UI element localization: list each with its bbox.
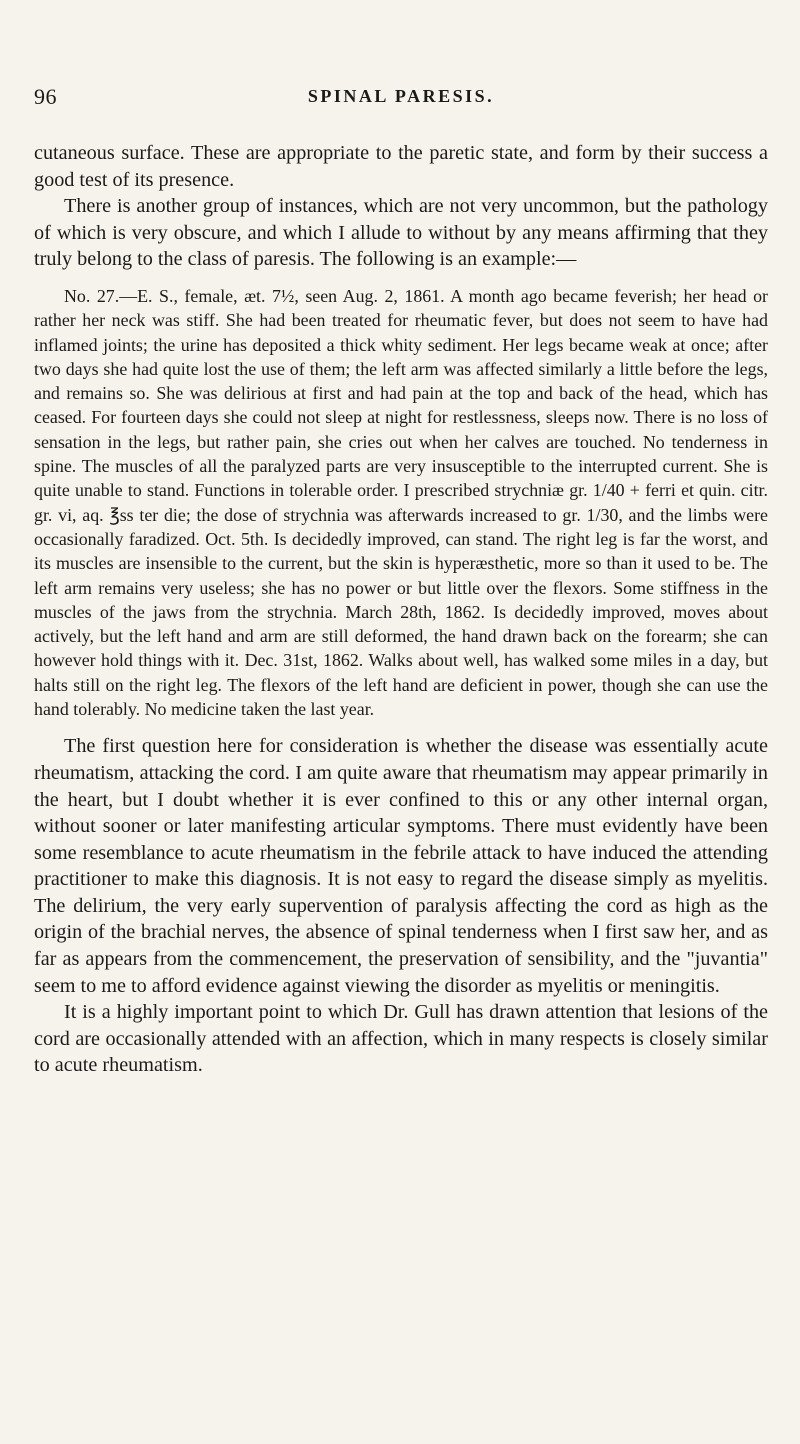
paragraph-dr-gull: It is a highly important point to which Dr. Gull has drawn attention that lesions of the cord are occasionally attended with an affection, which in many respects is closely similar to acute rheumatism. — [34, 1001, 768, 1077]
page-header — [34, 84, 768, 112]
paragraph-first-question: The first question here for consideration is whether the disease was essentially acute rheumatism, attacking the cord. I am quite aware that rheumatism may appear primarily in the heart, but I doubt whether it is ever confined to this or any other internal organ, without sooner or later manifesting articular symptoms. There must evidently have been some resemblance to acute rheumatism in the febrile attack to have induced the attending practitioner to make this diagnosis. It is not easy to regard the disease simply as myelitis. The delirium, the very early supervention of paralysis affecting the cord as high as the origin of the brachial nerves, the absence of spinal tenderness when I first saw her, and as far as appears from the commencement, the preservation of sensibility, and the "juvantia" seem to me to afford evidence against viewing the disorder as myelitis or meningitis. — [34, 735, 768, 997]
page-number: 96 — [34, 84, 57, 109]
running-head: SPINAL PARESIS. — [307, 86, 495, 106]
paragraph-another-group: There is another group of instances, which are not very uncommon, but the pathology of which is very obscure, and which I allude to without by any means affirming that they truly belong to the class of paresis. The following is an example:— — [34, 195, 768, 271]
case-report-27: No. 27.—E. S., female, æt. 7½, seen Aug. 2, 1861. A month ago became feverish; her head or rather her neck was stiff. She had been treated for rheumatic fever, but does not seem to have had inflamed joints; the urine has deposited a thick whity sediment. Her legs became weak at once; after two days she had quite lost the use of them; the left arm was affected similarly a little before the legs, and remains so. She was delirious at first and had pain at the top and back of the head, which has ceased. For fourteen days she could not sleep at night for restlessness, sleeps now. There is no loss of sensation in the legs, but rather pain, she cries out when her calves are touched. No tenderness in spine. The muscles of all the paralyzed parts are very insusceptible to the interrupted current. She is quite unable to stand. Functions in tolerable order. I prescribed strychniæ gr. 1/40 + ferri et quin. citr. gr. vi, aq. ℥ss ter die; the dose of strychnia was afterwards increased to gr. 1/30, and the limbs were occasionally faradized. Oct. 5th. Is decidedly improved, can stand. The right leg is far the worst, and its muscles are insensible to the current, but the skin is hyperæsthetic, more so than it used to be. The left arm remains very useless; she has no power or but little over the flexors. Some stiffness in the muscles of the jaws from the strychnia. March 28th, 1862. Is decidedly improved, moves about actively, but the left hand and arm are still deformed, the hand drawn back on the forearm; she can however hold things with it. Dec. 31st, 1862. Walks about well, has walked some miles in a day, but halts still on the right leg. The flexors of the left hand are deficient in power, though she can use the hand tolerably. No medicine taken the last year. — [34, 285, 768, 720]
page-body — [34, 140, 768, 1079]
paragraph-cutaneous: cutaneous surface. These are appropriate to the paretic state, and form by their success a good test of its presence. — [34, 142, 768, 191]
